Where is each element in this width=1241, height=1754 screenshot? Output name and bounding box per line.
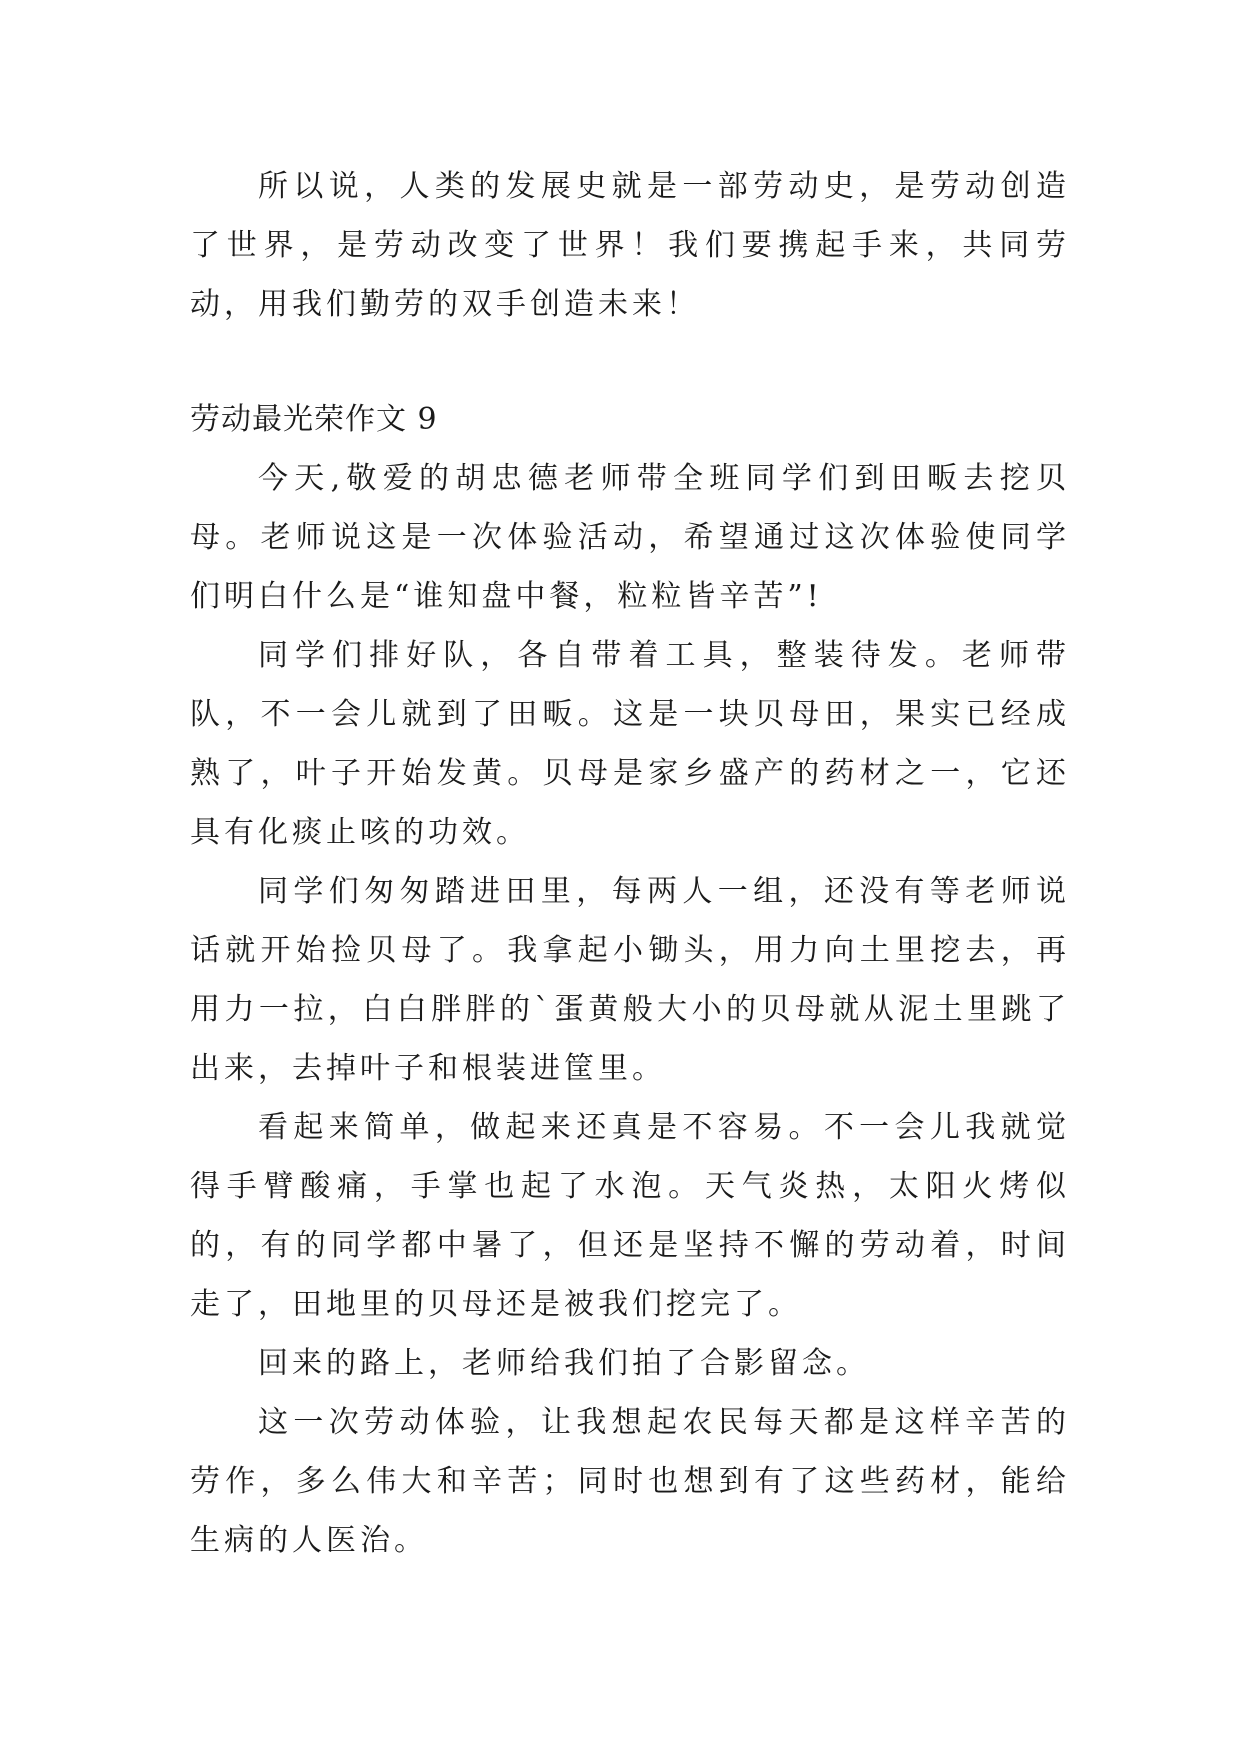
body-paragraph-2: 同学们排好队，各自带着工具，整装待发。老师带队，不一会儿就到了田畈。这是一块贝母田，果实已经成熟了，叶子开始发黄。贝母是家乡盛产的药材之一，它还具有化痰止咳的功效。 xyxy=(190,638,1070,850)
body-paragraph-5: 回来的路上，老师给我们拍了合影留念。 xyxy=(258,1346,870,1381)
body-paragraph-6: 这一次劳动体验，让我想起农民每天都是这样辛苦的劳作，多么伟大和辛苦；同时也想到有了这些药材，能给生病的人医治。 xyxy=(190,1405,1070,1558)
body-paragraph-3: 同学们匆匆踏进田里，每两人一组，还没有等老师说话就开始捡贝母了。我拿起小锄头，用力向土里挖去，再用力一拉，白白胖胖的`蛋黄般大小的贝母就从泥土里跳了出来，去掉叶子和根装进筐里。 xyxy=(190,874,1070,1086)
body-paragraph-4: 看起来简单，做起来还真是不容易。不一会儿我就觉得手臂酸痛，手掌也起了水泡。天气炎热，太阳火烤似的，有的同学都中暑了，但还是坚持不懈的劳动着，时间走了，田地里的贝母还是被我们挖完了。 xyxy=(190,1110,1070,1322)
document-body xyxy=(190,157,1070,1570)
section-title: 劳动最光荣作文 9 xyxy=(190,402,438,437)
body-paragraph-1: 今天,敬爱的胡忠德老师带全班同学们到田畈去挖贝母。老师说这是一次体验活动，希望通过这次体验使同学们明白什么是“谁知盘中餐，粒粒皆辛苦”! xyxy=(190,461,1070,614)
intro-paragraph: 所以说，人类的发展史就是一部劳动史，是劳动创造了世界，是劳动改变了世界！我们要携起手来，共同劳动，用我们勤劳的双手创造未来！ xyxy=(190,169,1070,322)
